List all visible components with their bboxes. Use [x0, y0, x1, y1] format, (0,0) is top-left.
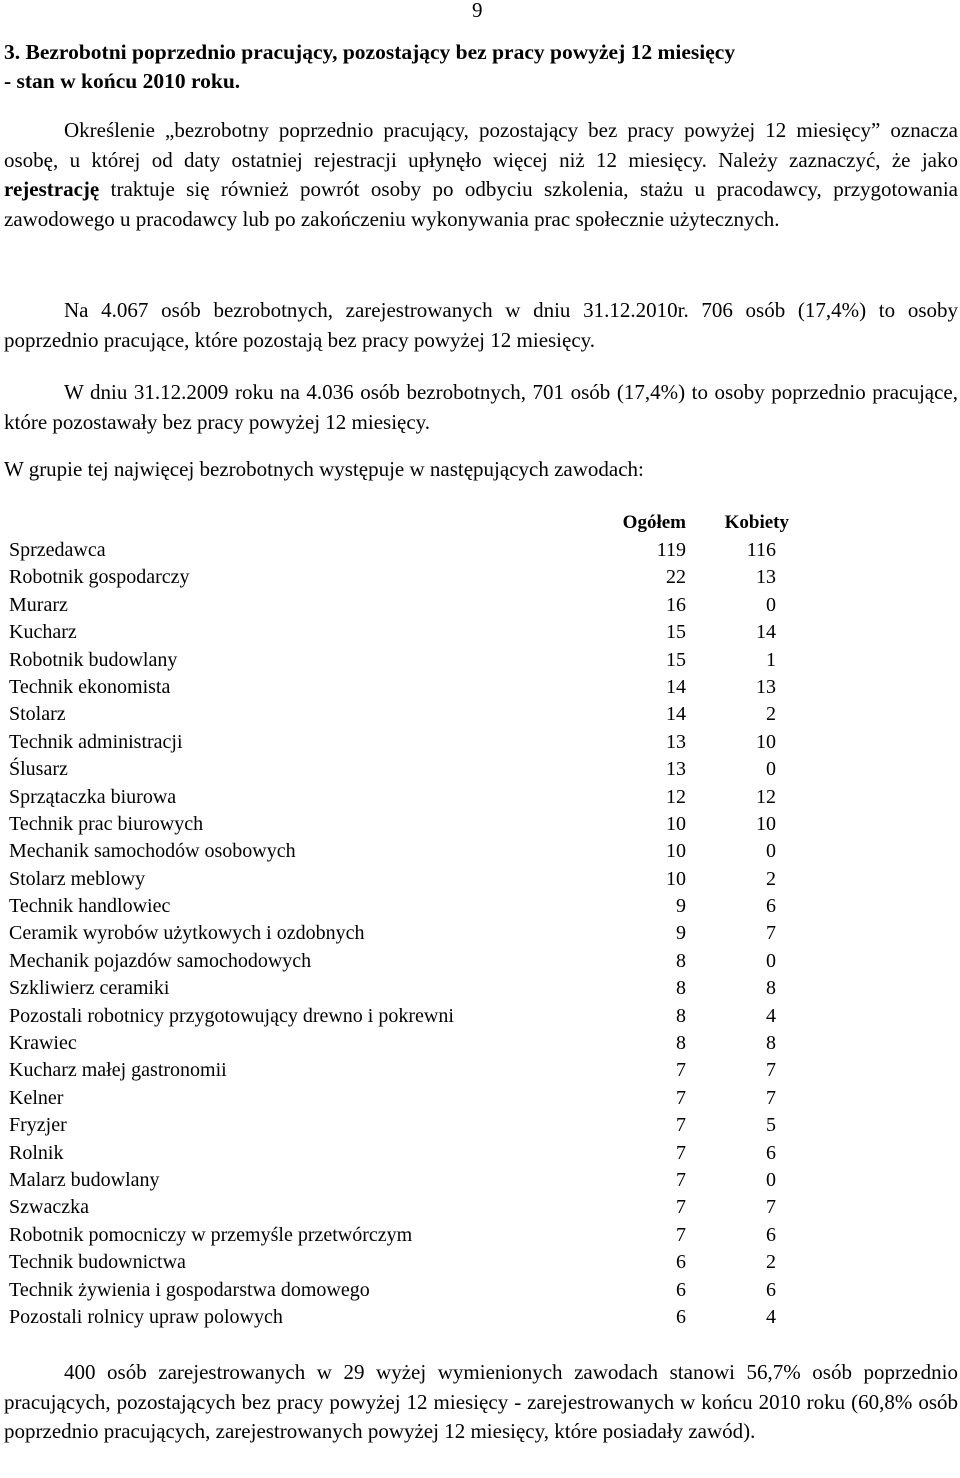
- table-body: [9, 537, 789, 1331]
- occupations-intro: W grupie tej najwięcej bezrobotnych występuje w następujących zawodach:: [4, 457, 644, 481]
- occupation-name: Szkliwierz ceramiki: [9, 977, 170, 1000]
- table-row: [9, 975, 789, 1002]
- table-row: [9, 619, 789, 646]
- women-count: 2: [766, 867, 776, 890]
- women-count: 0: [766, 949, 776, 972]
- table-row: [9, 893, 789, 920]
- heading-line-1: 3. Bezrobotni poprzednio pracujący, pozostający bez pracy powyżej 12 miesięcy: [4, 40, 736, 64]
- women-count: 6: [766, 1278, 776, 1301]
- women-count: 12: [756, 785, 776, 808]
- women-count: 7: [766, 1086, 776, 1109]
- stat-2010-paragraph: Na 4.067 osób bezrobotnych, zarejestrowanych w dniu 31.12.2010r. 706 osób (17,4%) to osoby poprzednio pracujące, które pozostają bez pracy powyżej 12 miesięcy.: [4, 298, 958, 352]
- header-women: Kobiety: [724, 512, 789, 533]
- occupation-name: Technik budownictwa: [9, 1251, 186, 1274]
- total-count: 10: [666, 840, 686, 863]
- header-total: Ogółem: [622, 512, 686, 533]
- women-count: 14: [756, 621, 776, 644]
- table-row: [9, 756, 789, 783]
- total-count: 7: [676, 1168, 686, 1191]
- women-count: 13: [756, 675, 776, 698]
- occupation-name: Mechanik samochodów osobowych: [9, 840, 296, 863]
- occupation-name: Rolnik: [9, 1141, 64, 1164]
- total-count: 7: [676, 1141, 686, 1164]
- table-row: [9, 1194, 789, 1221]
- total-count: 7: [676, 1086, 686, 1109]
- occupation-name: Ceramik wyrobów użytkowych i ozdobnych: [9, 922, 365, 945]
- women-count: 6: [766, 895, 776, 918]
- women-count: 1: [766, 648, 776, 671]
- total-count: 7: [676, 1196, 686, 1219]
- women-count: 4: [766, 1004, 776, 1027]
- definition-text-start: Określenie „bezrobotny poprzednio pracujący, pozostający bez pracy powyżej 12 miesięcy” oznacza osobę, u której od daty ostatniej rejestracji upłynęło więcej niż 12 miesięcy. Należy zaznaczyć, że jako: [4, 118, 958, 172]
- occupation-name: Krawiec: [9, 1032, 77, 1055]
- total-count: 8: [676, 949, 686, 972]
- total-count: 16: [666, 593, 686, 616]
- table-row: [9, 866, 789, 893]
- occupation-name: Mechanik pojazdów samochodowych: [9, 949, 312, 972]
- occupation-name: Kucharz: [9, 621, 77, 644]
- women-count: 10: [756, 730, 776, 753]
- occupation-name: Fryzjer: [9, 1114, 67, 1137]
- table-row: [9, 1167, 789, 1194]
- table-row: [9, 1057, 789, 1084]
- total-count: 15: [666, 648, 686, 671]
- women-count: 0: [766, 840, 776, 863]
- women-count: 8: [766, 977, 776, 1000]
- table-row: [9, 1085, 789, 1112]
- total-count: 15: [666, 621, 686, 644]
- page-number: 9: [472, 0, 483, 22]
- table-row: [9, 729, 789, 756]
- women-count: 0: [766, 758, 776, 781]
- definition-text-end: traktuje się również powrót osoby po odbyciu szkolenia, stażu u pracodawcy, przygotowania zawodowego u pracodawcy lub po zakończeniu wykonywania prac społecznie użytecznych.: [4, 177, 958, 231]
- total-count: 8: [676, 1032, 686, 1055]
- women-count: 6: [766, 1223, 776, 1246]
- women-count: 7: [766, 1059, 776, 1082]
- total-count: 9: [676, 922, 686, 945]
- occupations-table: [9, 510, 789, 1331]
- table-row: [9, 1304, 789, 1331]
- table-row: [9, 701, 789, 728]
- total-count: 7: [676, 1114, 686, 1137]
- table-row: [9, 564, 789, 591]
- occupation-name: Kucharz małej gastronomii: [9, 1059, 227, 1082]
- women-count: 2: [766, 1251, 776, 1274]
- table-row: [9, 1003, 789, 1030]
- occupation-name: Technik administracji: [9, 730, 183, 753]
- total-count: 14: [666, 703, 686, 726]
- table-row: [9, 1112, 789, 1139]
- women-count: 5: [766, 1114, 776, 1137]
- total-count: 8: [676, 977, 686, 1000]
- table-header: [9, 510, 789, 537]
- table-row: [9, 592, 789, 619]
- women-count: 0: [766, 1168, 776, 1191]
- occupation-name: Technik żywienia i gospodarstwa domowego: [9, 1278, 370, 1301]
- section-heading: [4, 38, 954, 96]
- women-count: 13: [756, 566, 776, 589]
- women-count: 4: [766, 1305, 776, 1328]
- definition-paragraph: [4, 116, 958, 234]
- total-count: 22: [666, 566, 686, 589]
- definition-bold-term: rejestrację: [4, 177, 100, 201]
- table-row: [9, 784, 789, 811]
- table-row: [9, 1222, 789, 1249]
- occupation-name: Kelner: [9, 1086, 64, 1109]
- total-count: 6: [676, 1305, 686, 1328]
- women-count: 0: [766, 593, 776, 616]
- total-count: 9: [676, 895, 686, 918]
- table-row: [9, 1277, 789, 1304]
- table-row: [9, 537, 789, 564]
- total-count: 10: [666, 812, 686, 835]
- total-count: 10: [666, 867, 686, 890]
- total-count: 6: [676, 1278, 686, 1301]
- table-row: [9, 1249, 789, 1276]
- women-count: 8: [766, 1032, 776, 1055]
- occupation-name: Stolarz: [9, 703, 66, 726]
- occupation-name: Technik prac biurowych: [9, 812, 204, 835]
- table-row: [9, 920, 789, 947]
- occupation-name: Pozostali rolnicy upraw polowych: [9, 1305, 283, 1328]
- heading-line-2: - stan w końcu 2010 roku.: [4, 69, 241, 93]
- occupation-name: Ślusarz: [9, 758, 68, 781]
- total-count: 12: [666, 785, 686, 808]
- women-count: 116: [746, 539, 776, 561]
- table-row: [9, 647, 789, 674]
- occupation-name: Pozostali robotnicy przygotowujący drewno i pokrewni: [9, 1004, 454, 1027]
- women-count: 7: [766, 922, 776, 945]
- occupation-name: Sprzątaczka biurowa: [9, 785, 177, 808]
- total-count: 7: [676, 1059, 686, 1082]
- table-row: [9, 1140, 789, 1167]
- table-row: [9, 948, 789, 975]
- summary-paragraph: 400 osób zarejestrowanych w 29 wyżej wymienionych zawodach stanowi 56,7% osób poprzednio pracujących, pozostających bez pracy powyżej 12 miesięcy - zarejestrowanych w końcu 2010 roku (60,8% osób poprzednio pracujących, zarejestrowanych powyżej 12 miesięcy, które posiadały zawód).: [4, 1360, 958, 1443]
- occupation-name: Robotnik pomocniczy w przemyśle przetwórczym: [9, 1223, 413, 1246]
- women-count: 10: [756, 812, 776, 835]
- women-count: 2: [766, 703, 776, 726]
- occupation-name: Malarz budowlany: [9, 1168, 160, 1191]
- women-count: 7: [766, 1196, 776, 1219]
- women-count: 6: [766, 1141, 776, 1164]
- total-count: 13: [666, 758, 686, 781]
- total-count: 119: [656, 539, 686, 561]
- stat-2009-paragraph: W dniu 31.12.2009 roku na 4.036 osób bezrobotnych, 701 osób (17,4%) to osoby poprzednio pracujące, które pozostawały bez pracy powyżej 12 miesięcy.: [4, 380, 958, 434]
- total-count: 8: [676, 1004, 686, 1027]
- total-count: 14: [666, 675, 686, 698]
- occupation-name: Szwaczka: [9, 1196, 89, 1219]
- occupation-name: Technik handlowiec: [9, 895, 171, 918]
- occupation-name: Sprzedawca: [9, 539, 106, 561]
- total-count: 7: [676, 1223, 686, 1246]
- table-row: [9, 1030, 789, 1057]
- occupation-name: Robotnik gospodarczy: [9, 566, 190, 589]
- table-row: [9, 811, 789, 838]
- total-count: 13: [666, 730, 686, 753]
- table-row: [9, 674, 789, 701]
- occupation-name: Robotnik budowlany: [9, 648, 178, 671]
- table-row: [9, 838, 789, 865]
- occupation-name: Technik ekonomista: [9, 675, 171, 698]
- total-count: 6: [676, 1251, 686, 1274]
- occupation-name: Stolarz meblowy: [9, 867, 146, 890]
- occupation-name: Murarz: [9, 593, 68, 616]
